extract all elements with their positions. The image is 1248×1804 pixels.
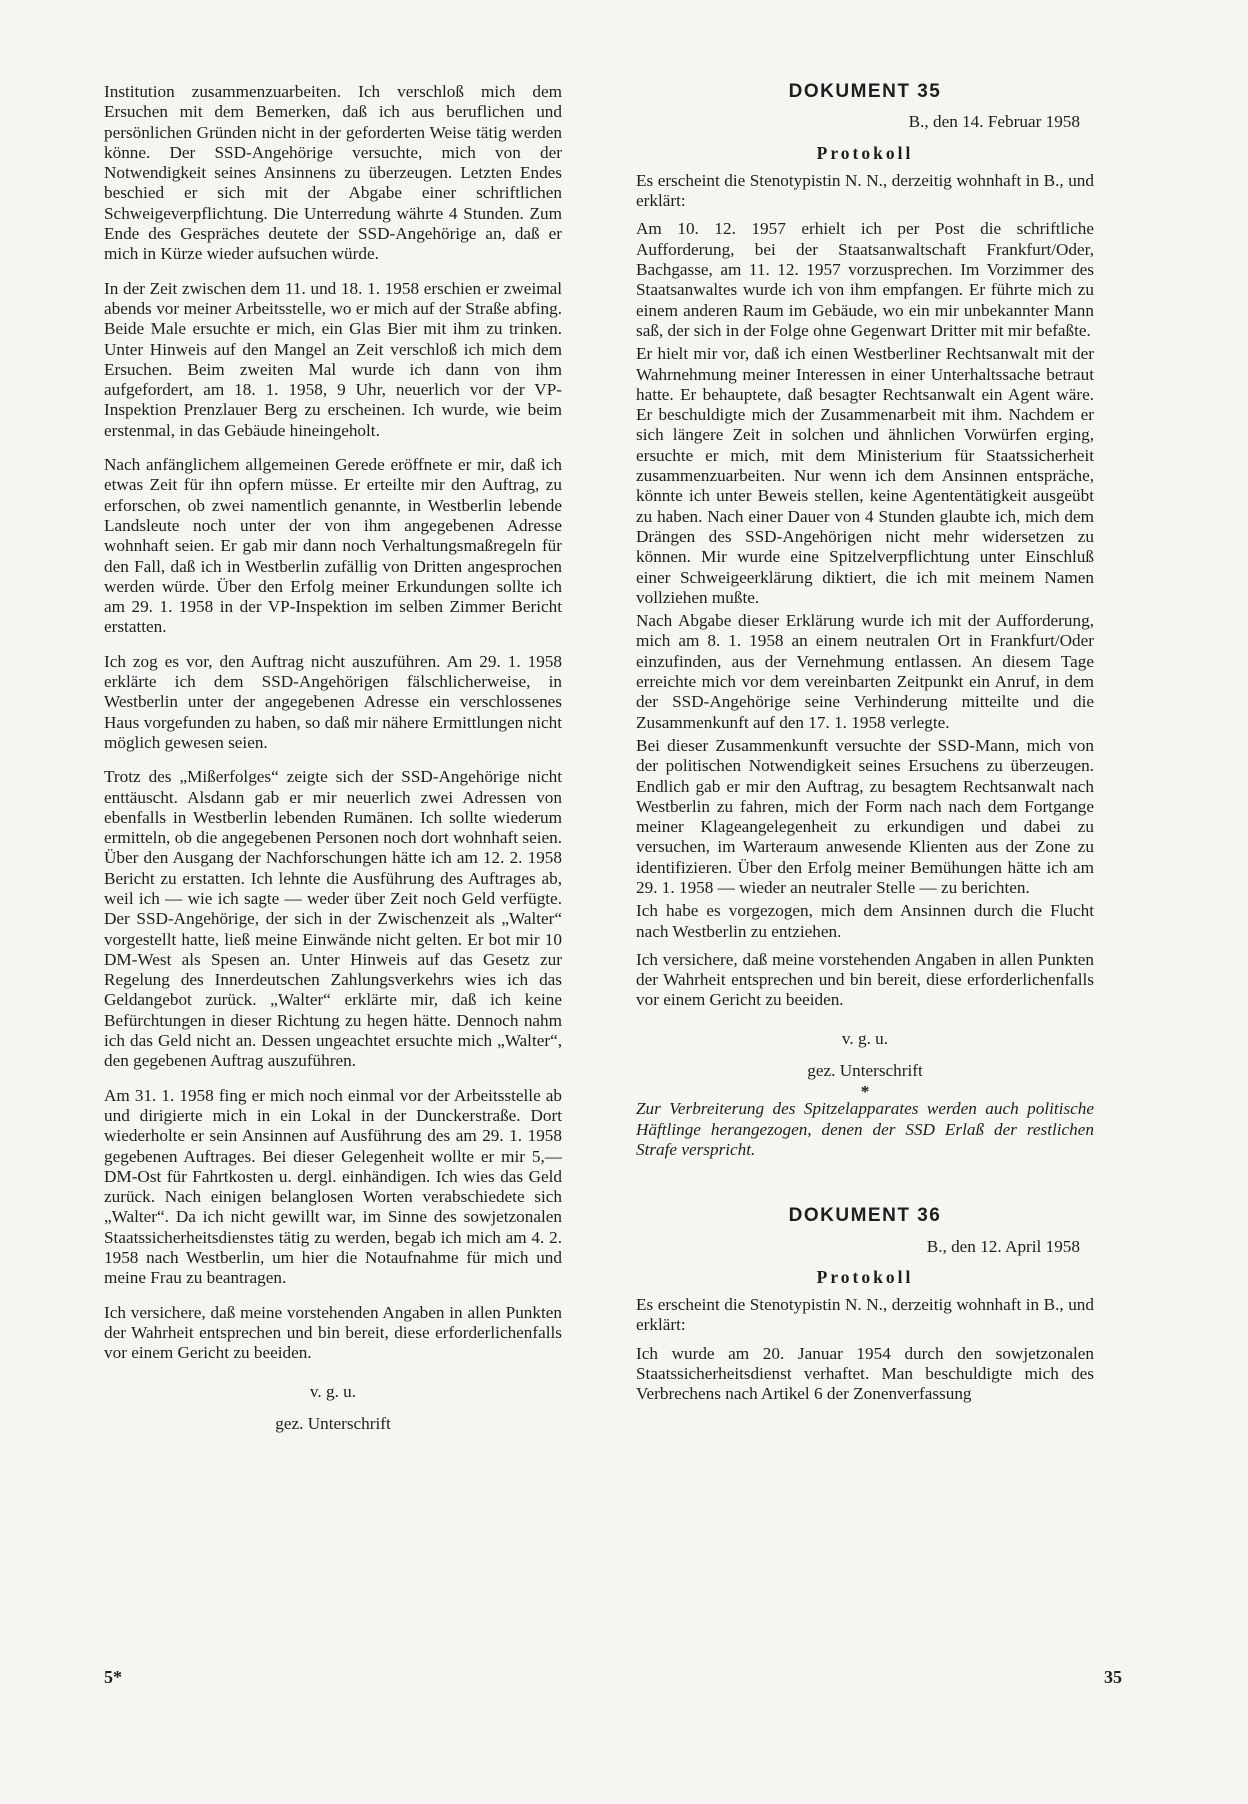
paragraph: Ich wurde am 20. Januar 1954 durch den sowjetzonalen Staatssicherheitsdienst verhaftet. Man beschuldigte mich des Verbrechens nach Artikel 6 der Zonenverfassung: [636, 1343, 1094, 1404]
paragraph: Trotz des „Mißerfolges“ zeigte sich der SSD-Angehörige nicht enttäuscht. Alsdann gab er mir neuerlich zwei Adressen von ebenfalls in Westberlin lebenden Rumänen. Ich sollte wiederum ermitteln, ob die angegebenen Personen noch dort wohnhaft seien. Über den Ausgang der Nachforschungen hätte ich am 12. 2. 1958 Bericht zu erstatten. Ich lehnte die Ausführung des Auftrages ab, weil ich — wie ich sagte — weder über Zeit noch Geld verfügte. Der SSD-Angehörige, der sich in der Zwischenzeit als „Walter“ vorgestellt hatte, ließ meine Einwände nicht gelten. Er bot mir 10 DM-West als Spesen an. Unter Hinweis auf das Gesetz zur Regelung des Innerdeutschen Zahlungsverkehrs wies ich das Geldangebot zurück. „Walter“ erklärte mir, daß ich keine Befürchtungen in dieser Richtung zu hegen hätte. Dennoch nahm ich das Geld nicht an. Dessen ungeachtet ersuchte mich „Walter“, den gegebenen Auftrag auszuführen.: [104, 767, 562, 1071]
paragraph: Institution zusammenzuarbeiten. Ich verschloß mich dem Ersuchen mit dem Bemerken, daß ich aus beruflichen und persönlichen Gründen nicht in der geforderten Weise tätig werden könne. Der SSD-Angehörige versuchte, mich von der Notwendigkeit seines Ansinnens zu überzeugen. Letzten Endes beschied er sich mit der Abgabe einer schriftlichen Schweigeverpflichtung. Die Unterredung währte 4 Stunden. Zum Ende des Gespräches deutete der SSD-Angehörige an, daß er mich in Kürze wieder aufsuchen würde.: [104, 82, 562, 264]
paragraph: Ich versichere, daß meine vorstehenden Angaben in allen Punkten der Wahrheit entsprechen und bin bereit, diese erforderlichenfalls vor einem Gericht zu beeiden.: [636, 949, 1094, 1010]
paragraph: Er hielt mir vor, daß ich einen Westberliner Rechtsanwalt mit der Wahrnehmung meiner Interessen in einer Unterhaltssache betraut hatte. Er behauptete, daß besagter Rechtsanwalt ein Agent wäre. Er beschuldigte mich der Zusammenarbeit mit ihm. Nachdem er sich längere Zeit in solchen und ähnlichen Vorwürfen erging, ersuchte er mich, mit dem Ministerium für Staatssicherheit zusammenzuarbeiten. Nur wenn ich dem Ansinnen entspräche, könnte ich unter Beweis stellen, keine Agententätigkeit ausgeübt zu haben. Nach einer Dauer von 4 Stunden glaubte ich, mich dem Drängen des SSD-Angehörigen nicht mehr widersetzen zu können. Mir wurde eine Spitzelverpflichtung unter Einschluß einer Schweigeerklärung diktiert, die ich mit meinem Namen vollziehen mußte.: [636, 344, 1094, 607]
paragraph: Ich versichere, daß meine vorstehenden Angaben in allen Punkten der Wahrheit entsprechen und bin bereit, diese erforderlichenfalls vor einem Gericht zu beeiden.: [104, 1302, 562, 1363]
paragraph: Bei dieser Zusammenkunft versuchte der SSD-Mann, mich von der politischen Notwendigkeit seines Ersuchens zu überzeugen. Endlich gab er mir den Auftrag, zu besagtem Rechtsanwalt nach Westberlin zu fahren, mich der Form nach nach dem Fortgange meiner Klageangelegenheit zu erkundigen und dabei zu versuchen, im Warteraum anwesende Klienten aus der Zone zu identifizieren. Über den Erfolg meiner Bemühungen hätte ich am 29. 1. 1958 — wieder an neutraler Stelle — zu berichten.: [636, 735, 1094, 897]
left-column: [104, 82, 562, 1434]
paragraph: Es erscheint die Stenotypistin N. N., derzeitig wohnhaft in B., und erklärt:: [636, 1295, 1094, 1335]
document-heading: DOKUMENT 35: [788, 81, 942, 102]
right-column: [636, 82, 1094, 1405]
signature: gez. Unterschrift: [807, 1061, 923, 1081]
paragraph: Am 10. 12. 1957 erhielt ich per Post die schriftliche Aufforderung, bei der Staatsanwaltschaft Frankfurt/Oder, Bachgasse, am 11. 12. 1957 vorzusprechen. Im Vorzimmer des Staatsanwaltes wurde ich von ihm empfangen. Er führte mich zu einem anderen Raum im Gebäude, wo ein mir unbekannter Mann saß, der sich in der Folge ohne Gegenwart Dritter mit mir befaßte.: [636, 219, 1094, 340]
page-number: 35: [1104, 1667, 1122, 1687]
signature-mark: 5*: [104, 1667, 122, 1687]
paragraph: Am 31. 1. 1958 fing er mich noch einmal vor der Arbeitsstelle ab und dirigierte mich in ein Lokal in der Dunckerstraße. Dort wiederholte er sein Ansinnen auf Ausführung des am 29. 1. 1958 gegebenen Auftrages. Bei dieser Gelegenheit wollte er mir 5,— DM-Ost für Fahrtkosten u. dergl. einhändigen. Ich wies das Geld zurück. Nach einigen belanglosen Worten verabschiedete sich „Walter“. Da ich nicht gewillt war, im Sinne des sowjetzonalen Staatssicherheitsdienstes tätig zu werden, begab ich mich am 4. 2. 1958 nach Westberlin, um hier die Notaufnahme für mich und meine Frau zu beantragen.: [104, 1085, 562, 1288]
paragraph: In der Zeit zwischen dem 11. und 18. 1. 1958 erschien er zweimal abends vor meiner Arbeitsstelle, wo er mich auf der Straße abfing. Beide Male ersuchte er mich, ein Glas Bier mit ihm zu trinken. Unter Hinweis auf den Mangel an Zeit verschloß ich mich dem Ersuchen. Beim zweiten Mal wurde ich dann von ihm aufgefordert, am 18. 1. 1958, 9 Uhr, neuerlich vor der VP-Inspektion Prenzlauer Berg zu erscheinen. Ich wurde, wie beim erstenmal, in das Gebäude hineingeholt.: [104, 278, 562, 440]
paragraph: Nach Abgabe dieser Erklärung wurde ich mit der Aufforderung, mich am 8. 1. 1958 an einem neutralen Ort in Frankfurt/Oder einzufinden, aus der Vernehmung entlassen. An diesem Tage erreichte mich vor dem vereinbarten Zeitpunkt ein Anruf, in dem der SSD-Angehörige seine Verhinderung mitteilte und die Zusammenkunft auf den 17. 1. 1958 verlegte.: [636, 611, 1094, 732]
protokoll-heading: Protokoll: [816, 142, 914, 163]
signoff: v. g. u.: [309, 1381, 357, 1401]
dateline: B., den 12. April 1958: [926, 1236, 1080, 1256]
signoff: v. g. u.: [841, 1028, 889, 1048]
editorial-note: Zur Verbreiterung des Spitzelapparates werden auch politische Häftlinge herangezogen, denen der SSD Erlaß der restlichen Strafe verspricht.: [636, 1099, 1094, 1159]
paragraph: Ich habe es vorgezogen, mich dem Ansinnen durch die Flucht nach Westberlin zu entziehen.: [636, 901, 1094, 941]
paragraph: Nach anfänglichem allgemeinen Gerede eröffnete er mir, daß ich etwas Zeit für ihn opfern müsse. Er erteilte mir den Auftrag, zu erforschen, ob zwei namentlich genannte, in Westberlin lebende Landsleute noch unter der von ihm angegebenen Adresse wohnhaft seien. Er gab mir dann noch Verhaltungsmaßregeln für den Fall, daß ich in Westberlin zufällig von Dritten angesprochen werden würde. Über den Erfolg meiner Erkundungen sollte ich am 29. 1. 1958 in der VP-Inspektion im selben Zimmer Bericht erstatten.: [104, 455, 562, 637]
protokoll-heading: Protokoll: [816, 1266, 914, 1287]
dateline: B., den 14. Februar 1958: [908, 112, 1080, 132]
paragraph: Ich zog es vor, den Auftrag nicht auszuführen. Am 29. 1. 1958 erklärte ich dem SSD-Angehörigen fälschlicherweise, in Westberlin unter der angegebenen Adresse ein verschlossenes Haus vorgefunden zu haben, so daß mir nähere Ermittlungen nicht möglich gewesen seien.: [104, 651, 562, 752]
document-heading: DOKUMENT 36: [788, 1205, 942, 1227]
signature: gez. Unterschrift: [275, 1413, 391, 1433]
paragraph: Es erscheint die Stenotypistin N. N., derzeitig wohnhaft in B., und erklärt:: [636, 170, 1094, 211]
separator-star: *: [860, 1082, 870, 1102]
